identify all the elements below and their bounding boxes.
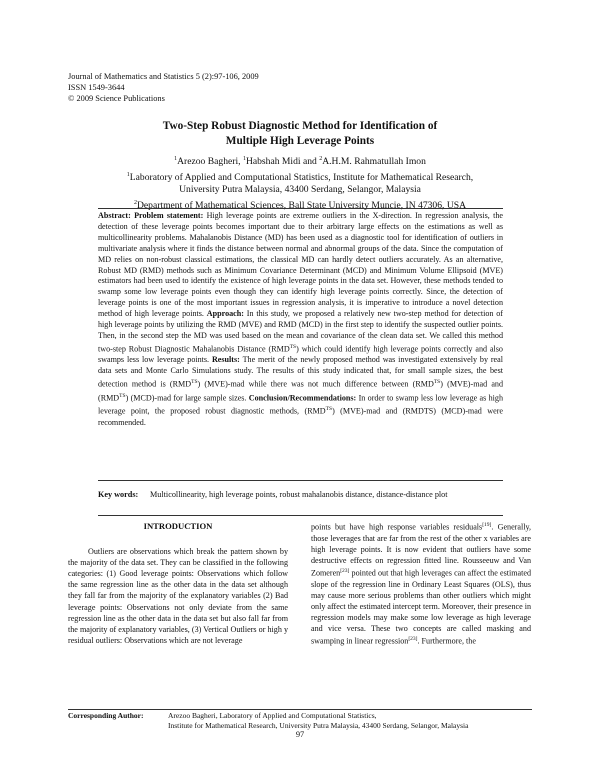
journal-issn: ISSN 1549-3644 <box>68 83 125 92</box>
results-label: Results: <box>211 355 240 365</box>
affiliation-1-line-2: University Putra Malaysia, 43400 Serdang, Selangor, Malaysia <box>179 184 421 196</box>
conclusion-text: In order to swamp less low leverage as high leverage point, the proposed robust diagnostic methods, (RMD <box>98 393 503 417</box>
superscript: TS <box>289 343 297 350</box>
author-name: Arezoo Bagheri, <box>177 156 243 168</box>
keywords-label: Key words: <box>98 490 139 499</box>
author-sup: 1 <box>242 156 246 162</box>
affiliation-2 <box>0 197 600 213</box>
corresponding-author-text <box>168 711 533 731</box>
journal-info <box>68 71 259 104</box>
citation-ref: [23] <box>408 636 418 643</box>
results-text: ) (MVE)-mad while there was not much difference between (RMD <box>197 379 434 389</box>
affiliation-1 <box>0 169 600 185</box>
body-text: . Furthermore, the <box>417 637 476 646</box>
superscript: TS <box>119 392 126 399</box>
abstract <box>98 211 503 429</box>
body-text: . Generally, those leverages that are far from the rest of the other x variables are high leverage points. It is now evident that outliers have some destructive effects on regression fitted line. Rousseeuw and Van Zomeren <box>311 522 532 578</box>
abstract-top-rule <box>98 208 503 209</box>
journal-copyright: © 2009 Science Publications <box>68 94 165 103</box>
affiliation-text: Department of Mathematical Sciences, Ball State University Muncie, IN 47306, USA <box>136 199 467 211</box>
keywords-rule <box>98 515 503 516</box>
problem-statement-label: Problem statement: <box>134 211 204 220</box>
results-text: ) (MCD)-mad for large sample sizes. <box>125 393 249 403</box>
author-block <box>0 153 600 212</box>
page-number: 97 <box>295 730 305 739</box>
body-text: pointed out that high leverages can affect the estimated slope of the regression line in Ordinary Least Squares (OLS), thus may cause more serious problems than other outliers which might only affect the estimated intercept term. Moreover, their presence in regression models may make some low leverage as high leverage and vice versa. These two concepts are called masking and swamping in linear regression <box>311 568 531 646</box>
conclusion-label: Conclusion/Recommendations: <box>248 393 357 403</box>
abstract-label: Abstract: <box>98 211 131 220</box>
paper-title <box>0 119 600 148</box>
approach-text: ) which could identify high leverage points correctly and also swamps less low leverage points. <box>98 344 503 365</box>
footer-line-1: Arezoo Bagheri, Laboratory of Applied and Computational Statistics, <box>168 711 377 720</box>
conclusion-text: ) (MVE)-mad and (RMDTS) (MCD)-mad were recommended. <box>98 407 503 428</box>
approach-label: Approach: <box>206 309 244 319</box>
approach-text: In this study, we proposed a relatively new two-step method for detection of high leverage points by utilizing the RMD (MVE) and RMD (MCD) in the first step to identify the suspected outlier points. Then, in the second step the MD was used based on the mean and covariance of the clean data set. We called this method two-step Robust Diagnostic Mahalanobis Distance (RMD <box>98 309 503 354</box>
results-text: ) (MVE)-mad and (RMD <box>98 379 504 403</box>
problem-statement-text: High leverage points are extreme outliers in the X-direction. In regression analysis, the detection of these leverage points becomes important due to their arbitrary large effects on the estimations as well as multicollinearity problems. Mahalanobis Distance (MD) has been used as a diagnostic tool for identification of outliers in multivariate analysis where it finds the distance between normal and abnormal groups of the data. Since the computation of MD relies on non-robust classical estimations, the classical MD can hardly detect outliers accurately. As an alternative, Robust MD (RMD) methods such as Minimum Covariance Determinant (MCD) and Minimum Volume Ellipsoid (MVE) estimators had been used to identify the existence of high leverage points in the data set. However, these methods tended to swamp some low leverage points even though they can identify high leverage points correctly. Since, the detection of leverage points is one of the most important issues in regression analysis, it is imperative to introduce a novel detection method of high leverage points. <box>98 211 503 319</box>
introduction-paragraph: Outliers are observations which break the pattern shown by the majority of the data set. They can be classified in the following categories: (1) Good leverage points: Observations which follow the same regression line as the other data in the data set although they fall far from the majority of the explanatory variables (2) Bad leverage points: Observations not only deviate from the same regression line as the other data in the data set but also fall far from the majority of explanatory variables, (3) Vertical Outliers or high y residual outliers: Observations which are not leverage <box>68 547 288 645</box>
author-names <box>0 153 600 169</box>
footer-rule <box>68 709 532 710</box>
body-text: points but have high response variables residuals <box>311 522 483 532</box>
journal-citation: Journal of Mathematics and Statistics 5 (2):97-106, 2009 <box>68 72 259 81</box>
keywords <box>98 489 503 500</box>
citation-ref: [23] <box>340 568 350 575</box>
corresponding-author-label: Corresponding Author: <box>68 711 144 720</box>
affiliation-text: Laboratory of Applied and Computational Statistics, Institute for Mathematical Research, <box>129 171 474 183</box>
results-text: The merit of the newly proposed method was investigated extensively by real data sets and Monte Carlo Simulations study. The results of this study indicated that, for small sample sizes, the best detection method is (RMD <box>98 355 503 389</box>
footer-line-2: Institute for Mathematical Research, University Putra Malaysia, 43400 Serdang, Selangor, Malaysia <box>168 721 469 730</box>
author-sup: 2 <box>319 156 323 162</box>
superscript: TS <box>325 406 333 413</box>
superscript: TS <box>191 379 198 386</box>
author-sup: 1 <box>174 156 178 162</box>
author-name: A.H.M. Rahmatullah Imon <box>322 156 426 168</box>
abstract-bottom-rule <box>98 480 503 481</box>
corresponding-author <box>68 711 538 731</box>
title-line-1: Two-Step Robust Diagnostic Method for Identification of <box>162 120 438 132</box>
author-name: Habshah Midi and <box>245 156 320 168</box>
introduction-heading: INTRODUCTION <box>143 521 213 531</box>
title-line-2: Multiple High Leverage Points <box>225 134 375 147</box>
affiliation-sup: 1 <box>126 171 130 178</box>
citation-ref: [19] <box>482 522 492 528</box>
body-column-right <box>311 520 531 647</box>
superscript: TS <box>433 379 441 386</box>
affiliation-sup: 2 <box>133 199 137 206</box>
body-column-left <box>68 521 288 646</box>
keywords-text: Multicollinearity, high leverage points, robust mahalanobis distance, distance-distance plot <box>150 490 448 499</box>
